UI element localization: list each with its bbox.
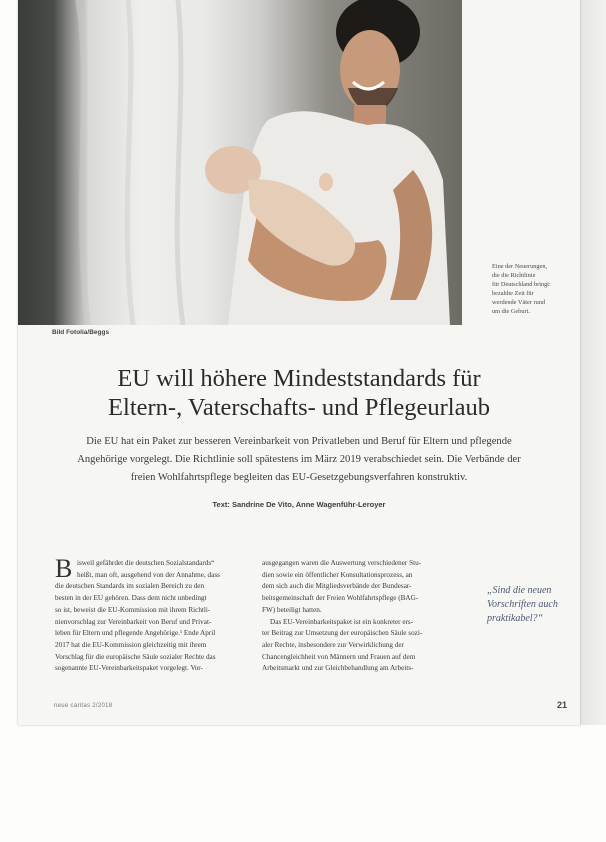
pull-quote-line: „Sind die neuen: [487, 585, 552, 596]
photo-credit: Bild Fotolia/Beggs: [52, 329, 110, 336]
body-line: leben für Eltern und pflegende Angehörige.¹ Ende April: [55, 629, 216, 638]
body-line: dem sich auch die Mitgliedsverbände der Bundesar-: [262, 582, 412, 591]
pull-quote: [487, 584, 577, 626]
lead-line: freien Wohlfahrtspflege begleiten das EU-Gesetzgebungsverfahren konstruktiv.: [130, 472, 468, 483]
article-lead: [18, 433, 580, 487]
body-line: sogenannte EU-Vereinbarkeitspaket vorgelegt. Vor-: [55, 664, 203, 673]
pull-quote-line: Vorschriften auch: [487, 599, 558, 610]
pull-quote-line: praktikabel?“: [487, 613, 544, 624]
body-line: FW) beteiligt hatten.: [262, 605, 322, 614]
caption-line: Eine der Neuerungen,: [492, 263, 548, 270]
page-edge: [580, 0, 606, 725]
body-line: die deutschen Standards im sozialen Bereich zu den: [55, 582, 205, 591]
body-column-2: [262, 558, 462, 675]
photo-caption: [492, 262, 570, 316]
caption-line: um die Geburt.: [492, 308, 530, 315]
article-headline: [18, 364, 580, 422]
lead-line: Die EU hat ein Paket zur besseren Vereinbarkeit von Privatleben und Beruf für Eltern und pflegende: [86, 436, 512, 447]
father-with-baby-illustration: [18, 0, 462, 325]
body-line: nienvorschlag zur Vereinbarkeit von Beruf und Privat-: [55, 617, 212, 626]
caption-line: für Deutschland bringt:: [492, 281, 551, 288]
article-byline: Text: Sandrine De Vito, Anne Wagenführ-Leroyer: [212, 500, 386, 509]
body-line: Das EU-Vereinbarkeitspaket ist ein konkreter ers-: [270, 617, 414, 626]
body-line: besten in der EU gehören. Dass dem nicht unbedingt: [55, 594, 207, 603]
body-line: beitsgemeinschaft der Freien Wohlfahrtspflege (BAG-: [262, 594, 419, 603]
publication-footer: neue caritas 2/2018: [54, 703, 113, 709]
headline-line: Eltern-, Vaterschafts- und Pflegeurlaub: [108, 394, 490, 421]
body-line: aler Rechte, insbesondere zur Verwirklichung der: [262, 640, 404, 649]
body-column-1: [55, 554, 255, 675]
body-line: heißt, man oft, ausgehend von der Annahme, dass: [77, 570, 220, 579]
caption-line: werdende Väter rund: [492, 299, 546, 306]
body-line: dien sowie ein öffentlicher Konsultationsprozess, an: [262, 570, 413, 579]
headline-line: EU will höhere Mindeststandards für: [117, 365, 481, 392]
body-line: ausgegangen waren die Auswertung verschiedener Stu-: [262, 559, 422, 567]
magazine-page: [18, 0, 580, 725]
caption-line: bezahlte Zeit für: [492, 290, 534, 297]
body-line: 2017 hat die EU-Kommission gleichzeitig mit ihrem: [55, 640, 207, 649]
article-photo: [18, 0, 462, 325]
body-line: isweil gefährdet die deutschen Sozialstandards“: [77, 559, 215, 567]
body-line: Arbeitsmarkt und zur Gleichbehandlung am Arbeits-: [262, 664, 414, 673]
drop-cap: B: [55, 554, 73, 583]
body-line: so ist, beweist die EU-Kommission mit ihrem Richtli-: [55, 605, 211, 614]
caption-line: die die Richtlinie: [492, 272, 536, 279]
body-line: Vorschlag für die europäische Säule sozialer Rechte das: [55, 652, 216, 661]
page-number: 21: [557, 700, 568, 710]
body-line: Chancengleichheit von Männern und Frauen auf dem: [262, 652, 416, 661]
body-line: ter Beitrag zur Umsetzung der europäischen Säule sozi-: [262, 629, 423, 638]
lead-line: Angehörige vorgelegt. Die Richtlinie soll spätestens im März 2019 verabschiedet sein. Die Verbände der: [77, 454, 521, 465]
